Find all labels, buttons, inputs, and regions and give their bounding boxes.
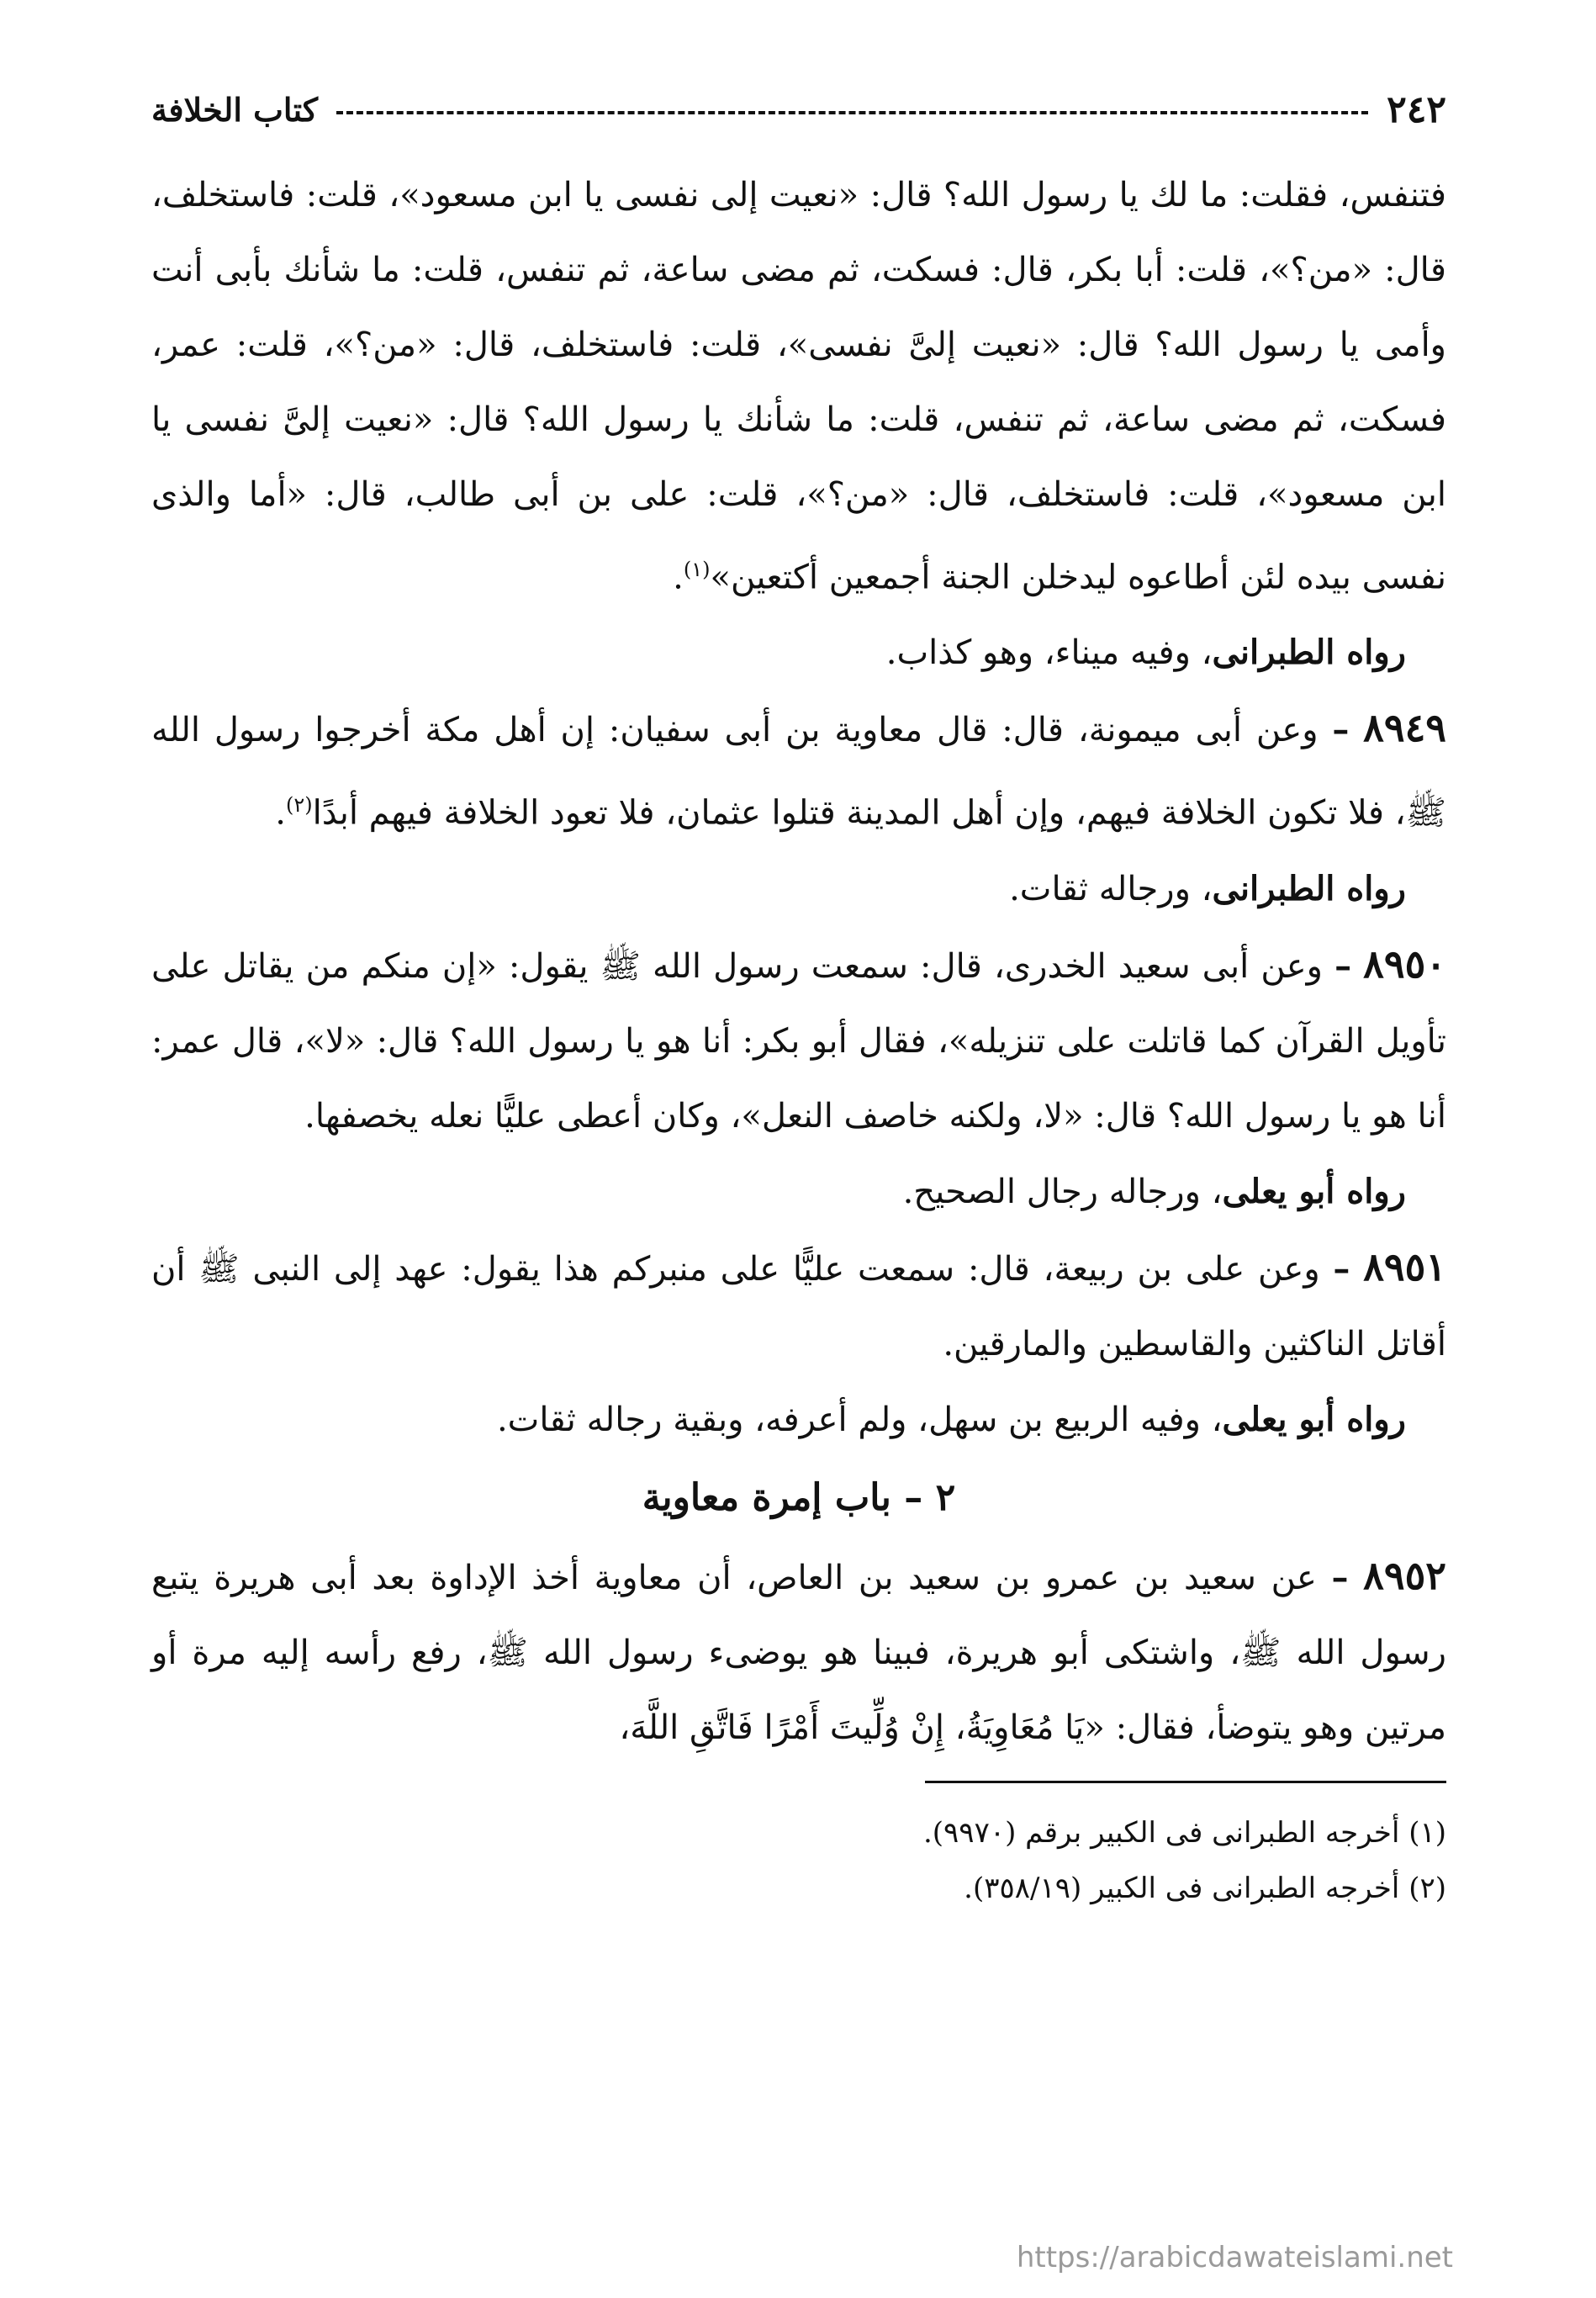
source-note xyxy=(151,1154,1446,1230)
narration-text: فتنفس، فقلت: ما لك يا رسول الله؟ قال: «نعيت إلى نفسى يا ابن مسعود»، قلت: فاستخلف، قال: «من؟»، قلت: أبا بكر، قال: فسكت، ثم مضى ساعة، ثم تنفس، قلت: ما شأنك بأبى أنت وأمى يا رسول الله؟ قال: «نعيت إلىَّ نفسى»، قلت: فاستخلف، قال: «من؟»، قلت: عمر، فسكت، ثم مضى ساعة، ثم تنفس، قلت: ما شأنك يا رسول الله؟ قال: «نعيت إلىَّ نفسى يا ابن مسعود»، قلت: فاستخلف، قال: «من؟»، قلت: على بن أبى طالب، قال: «أما والذى نفسى بيده لئن أطاعوه ليدخلن الجنة أجمعين أكتعين» xyxy=(151,176,1446,597)
footnote-separator xyxy=(925,1781,1446,1783)
chapter-heading: ٢ – باب إمرة معاوية xyxy=(642,1475,956,1519)
hadith-dash: – xyxy=(1334,945,1352,986)
source-remark: ، ورجاله ثقات. xyxy=(1009,869,1213,908)
source-name: رواه أبو يعلى xyxy=(1222,1399,1406,1439)
footnote-ref-1: (١) xyxy=(683,558,711,581)
source-remark: ، وفيه ميناء، وهو كذاب. xyxy=(885,633,1213,673)
source-remark: ، ورجاله رجال الصحيح. xyxy=(902,1172,1223,1211)
hadith-number: ٨٩٤٩ xyxy=(1363,705,1446,751)
source-note xyxy=(151,1382,1446,1458)
source-note xyxy=(151,851,1446,927)
source-name: رواه الطبرانى xyxy=(1212,868,1406,908)
page-header xyxy=(151,76,1446,143)
hadith-number: ٨٩٥٠ xyxy=(1363,940,1446,987)
hadith-8952 xyxy=(151,1538,1446,1766)
footnote-ref-2: (٢) xyxy=(285,793,313,818)
narration-paragraph: فتنفس، فقلت: ما لك يا رسول الله؟ قال: «نعيت إلى نفسى يا ابن مسعود»، قلت: فاستخلف، قال: «من؟»، قلت: أبا بكر، قال: فسكت، ثم مضى ساعة، ثم تنفس، قلت: ما شأنك بأبى أنت وأمى يا رسول الله؟ قال: «نعيت إلىَّ نفسى»، قلت: فاستخلف، قال: «من؟»، قلت: عمر، فسكت، ثم مضى ساعة، ثم تنفس، قلت: ما شأنك يا رسول الله؟ قال: «نعيت إلىَّ نفسى يا ابن مسعود»، قلت: فاستخلف، قال: «من؟»، قلت: على بن أبى طالب، قال: «أما والذى نفسى بيده لئن أطاعوه ليدخلن الجنة أجمعين أكتعين»$^{(١)}$. xyxy=(151,176,1446,597)
page-body xyxy=(151,158,1446,1916)
hadith-text: وعن أبى سعيد الخدرى، قال: سمعت رسول الله ﷺ يقول: «إن منكم من يقاتل على تأويل القرآن كما قاتلت على تنزيله»، فقال أبو بكر: أنا هو يا رسول الله؟ قال: «لا»، قال عمر: أنا هو يا رسول الله؟ قال: «لا، ولكنه خاصف النعل»، وكان أعطى عليًّا نعله يخصفها. xyxy=(151,946,1446,1136)
source-name: رواه أبو يعلى xyxy=(1222,1171,1406,1211)
footnote-2: (٢) أخرجه الطبرانى فى الكبير (٣٥٨/١٩). xyxy=(964,1871,1446,1905)
page-number: ٢٤٢ xyxy=(1387,87,1446,131)
hadith-dash: – xyxy=(1331,1557,1349,1597)
source-note xyxy=(151,615,1446,691)
hadith-8949: ٨٩٤٩ – وعن أبى ميمونة، قال: قال معاوية بن أبى سفيان: إن أهل مكة أخرجوا رسول الله ﷺ، فلا تكون الخلافة فيهم، وإن أهل المدينة قتلوا عثمان، فلا تعود الخلافة فيهم أبدًا$^{(٢)}$. xyxy=(151,705,1446,833)
hadith-text: وعن أبى ميمونة، قال: قال معاوية بن أبى سفيان: إن أهل مكة أخرجوا رسول الله ﷺ، فلا تكون الخلافة فيهم، وإن أهل المدينة قتلوا عثمان، فلا تعود الخلافة فيهم أبدًا xyxy=(151,711,1446,833)
book-title: كتاب الخلافة xyxy=(151,90,319,129)
hadith-8950 xyxy=(151,927,1446,1154)
watermark-url: https://arabicdawateislami.net xyxy=(1016,2241,1453,2274)
hadith-dash: – xyxy=(1333,1248,1350,1289)
hadith-text: وعن على بن ربيعة، قال: سمعت عليًّا على منبركم هذا يقول: عهد إلى النبى ﷺ أن أقاتل الناكثين والقاسطين والمارقين. xyxy=(151,1249,1446,1363)
hadith-number: ٨٩٥٢ xyxy=(1363,1552,1446,1598)
hadith-number: ٨٩٥١ xyxy=(1363,1243,1447,1289)
hadith-dash: – xyxy=(1332,710,1350,750)
header-dashed-rule xyxy=(336,111,1368,114)
book-page xyxy=(151,76,1446,1916)
hadith-text: عن سعيد بن عمرو بن سعيد بن العاص، أن معاوية أخذ الإداوة بعد أبى هريرة يتبع رسول الله ﷺ، واشتكى أبو هريرة، فبينا هو يوضىء رسول الله ﷺ، رفع رأسه إليه مرة أو مرتين وهو يتوضأ، فقال: «يَا مُعَاوِيَةُ، إِنْ وُلِّيتَ أَمْرًا فَاتَّقِ اللَّهَ، xyxy=(151,1558,1446,1747)
source-name: رواه الطبرانى xyxy=(1212,633,1406,673)
hadith-8951 xyxy=(151,1230,1446,1382)
footnote-1: (١) أخرجه الطبرانى فى الكبير برقم (٩٩٧٠). xyxy=(922,1815,1446,1850)
source-remark: ، وفيه الربيع بن سهل، ولم أعرفه، وبقية رجاله ثقات. xyxy=(496,1400,1223,1439)
